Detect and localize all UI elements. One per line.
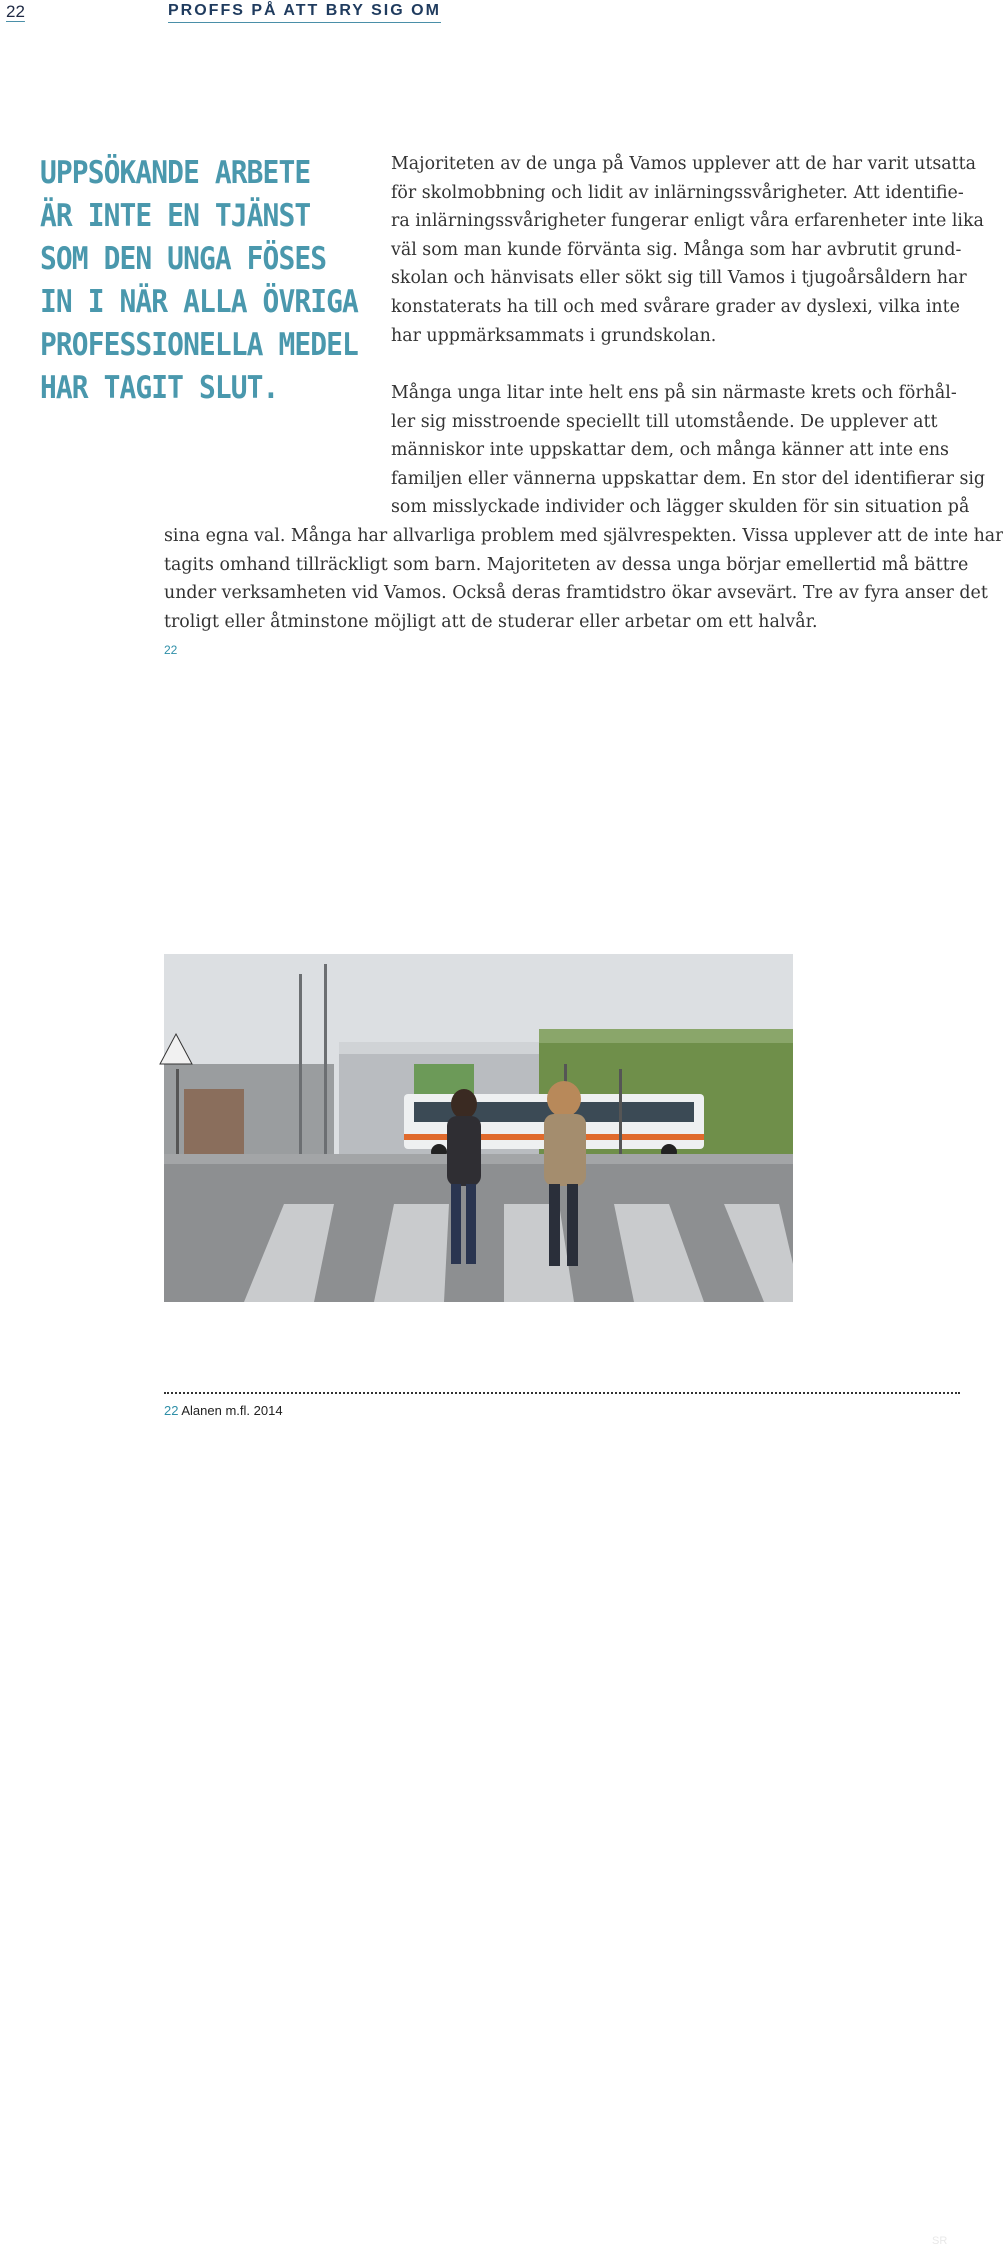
text-line: för skolmobbning och lidit av inlärningssvårigheter. Att identifie- <box>391 182 964 203</box>
footnote <box>164 1403 283 1418</box>
page-number: 22 <box>6 2 25 21</box>
body-paragraph-1 <box>391 150 984 350</box>
pull-quote-line: HAR TAGIT SLUT. <box>40 370 279 406</box>
text-line: tagits omhand tillräckligt som barn. Majoriteten av dessa unga börjar emellertid må bättre <box>164 554 969 575</box>
text-line-content: troligt eller åtminstone möjligt att de studerar eller arbetar om ett halvår. <box>164 611 818 632</box>
text-line: Många unga litar inte helt ens på sin närmaste krets och förhål- <box>391 383 957 403</box>
footnote-reference[interactable]: 22 <box>164 643 178 658</box>
pull-quote-line: ÄR INTE EN TJÄNST <box>40 198 311 234</box>
footnote-number: 22 <box>164 1403 179 1418</box>
photo-credit: SR <box>932 2235 948 2247</box>
text-line: familjen eller vännerna uppskattar dem. En stor del identifierar sig <box>391 468 986 489</box>
text-line: Majoriteten av de unga på Vamos upplever att de har varit utsatta <box>391 154 976 174</box>
text-line: ra inlärningssvårigheter fungerar enligt våra erfarenheter inte lika <box>391 211 984 232</box>
text-line: konstaterats ha till och med svårare grader av dyslexi, vilka inte <box>391 296 960 317</box>
footnote-divider <box>164 1392 960 1394</box>
text-line: har uppmärksammats i grundskolan. <box>391 325 717 346</box>
text-line: sina egna val. Många har allvarliga problem med självrespekten. Vissa upplever att de inte har <box>164 526 1003 546</box>
text-line: människor inte uppskattar dem, och många känner att inte ens <box>391 440 949 461</box>
text-line <box>164 608 956 670</box>
text-line: väl som man kunde förvänta sig. Många som har avbrutit grund- <box>391 239 962 260</box>
body-paragraph-2 <box>391 379 986 522</box>
pull-quote-line: SOM DEN UNGA FÖSES <box>40 241 327 277</box>
text-line: som misslyckade individer och lägger skulden för sin situation på <box>391 497 970 518</box>
text-line: under verksamheten vid Vamos. Också deras framtidstro ökar avsevärt. Tre av fyra anser det <box>164 583 988 604</box>
text-line: ler sig misstroende speciellt till utomstående. De upplever att <box>391 411 938 432</box>
body-paragraph-3 <box>164 522 1003 670</box>
pull-quote-line: IN I NÄR ALLA ÖVRIGA <box>40 284 358 320</box>
footnote-text: Alanen m.fl. 2014 <box>181 1403 283 1418</box>
pull-quote-line: PROFESSIONELLA MEDEL <box>40 327 358 363</box>
text-line: skolan och hänvisats eller sökt sig till Vamos i tjugoårsåldern har <box>391 268 967 289</box>
pull-quote <box>40 152 358 410</box>
running-head: PROFFS PÅ ATT BRY SIG OM <box>168 2 441 23</box>
pull-quote-line: UPPSÖKANDE ARBETE <box>40 155 311 191</box>
